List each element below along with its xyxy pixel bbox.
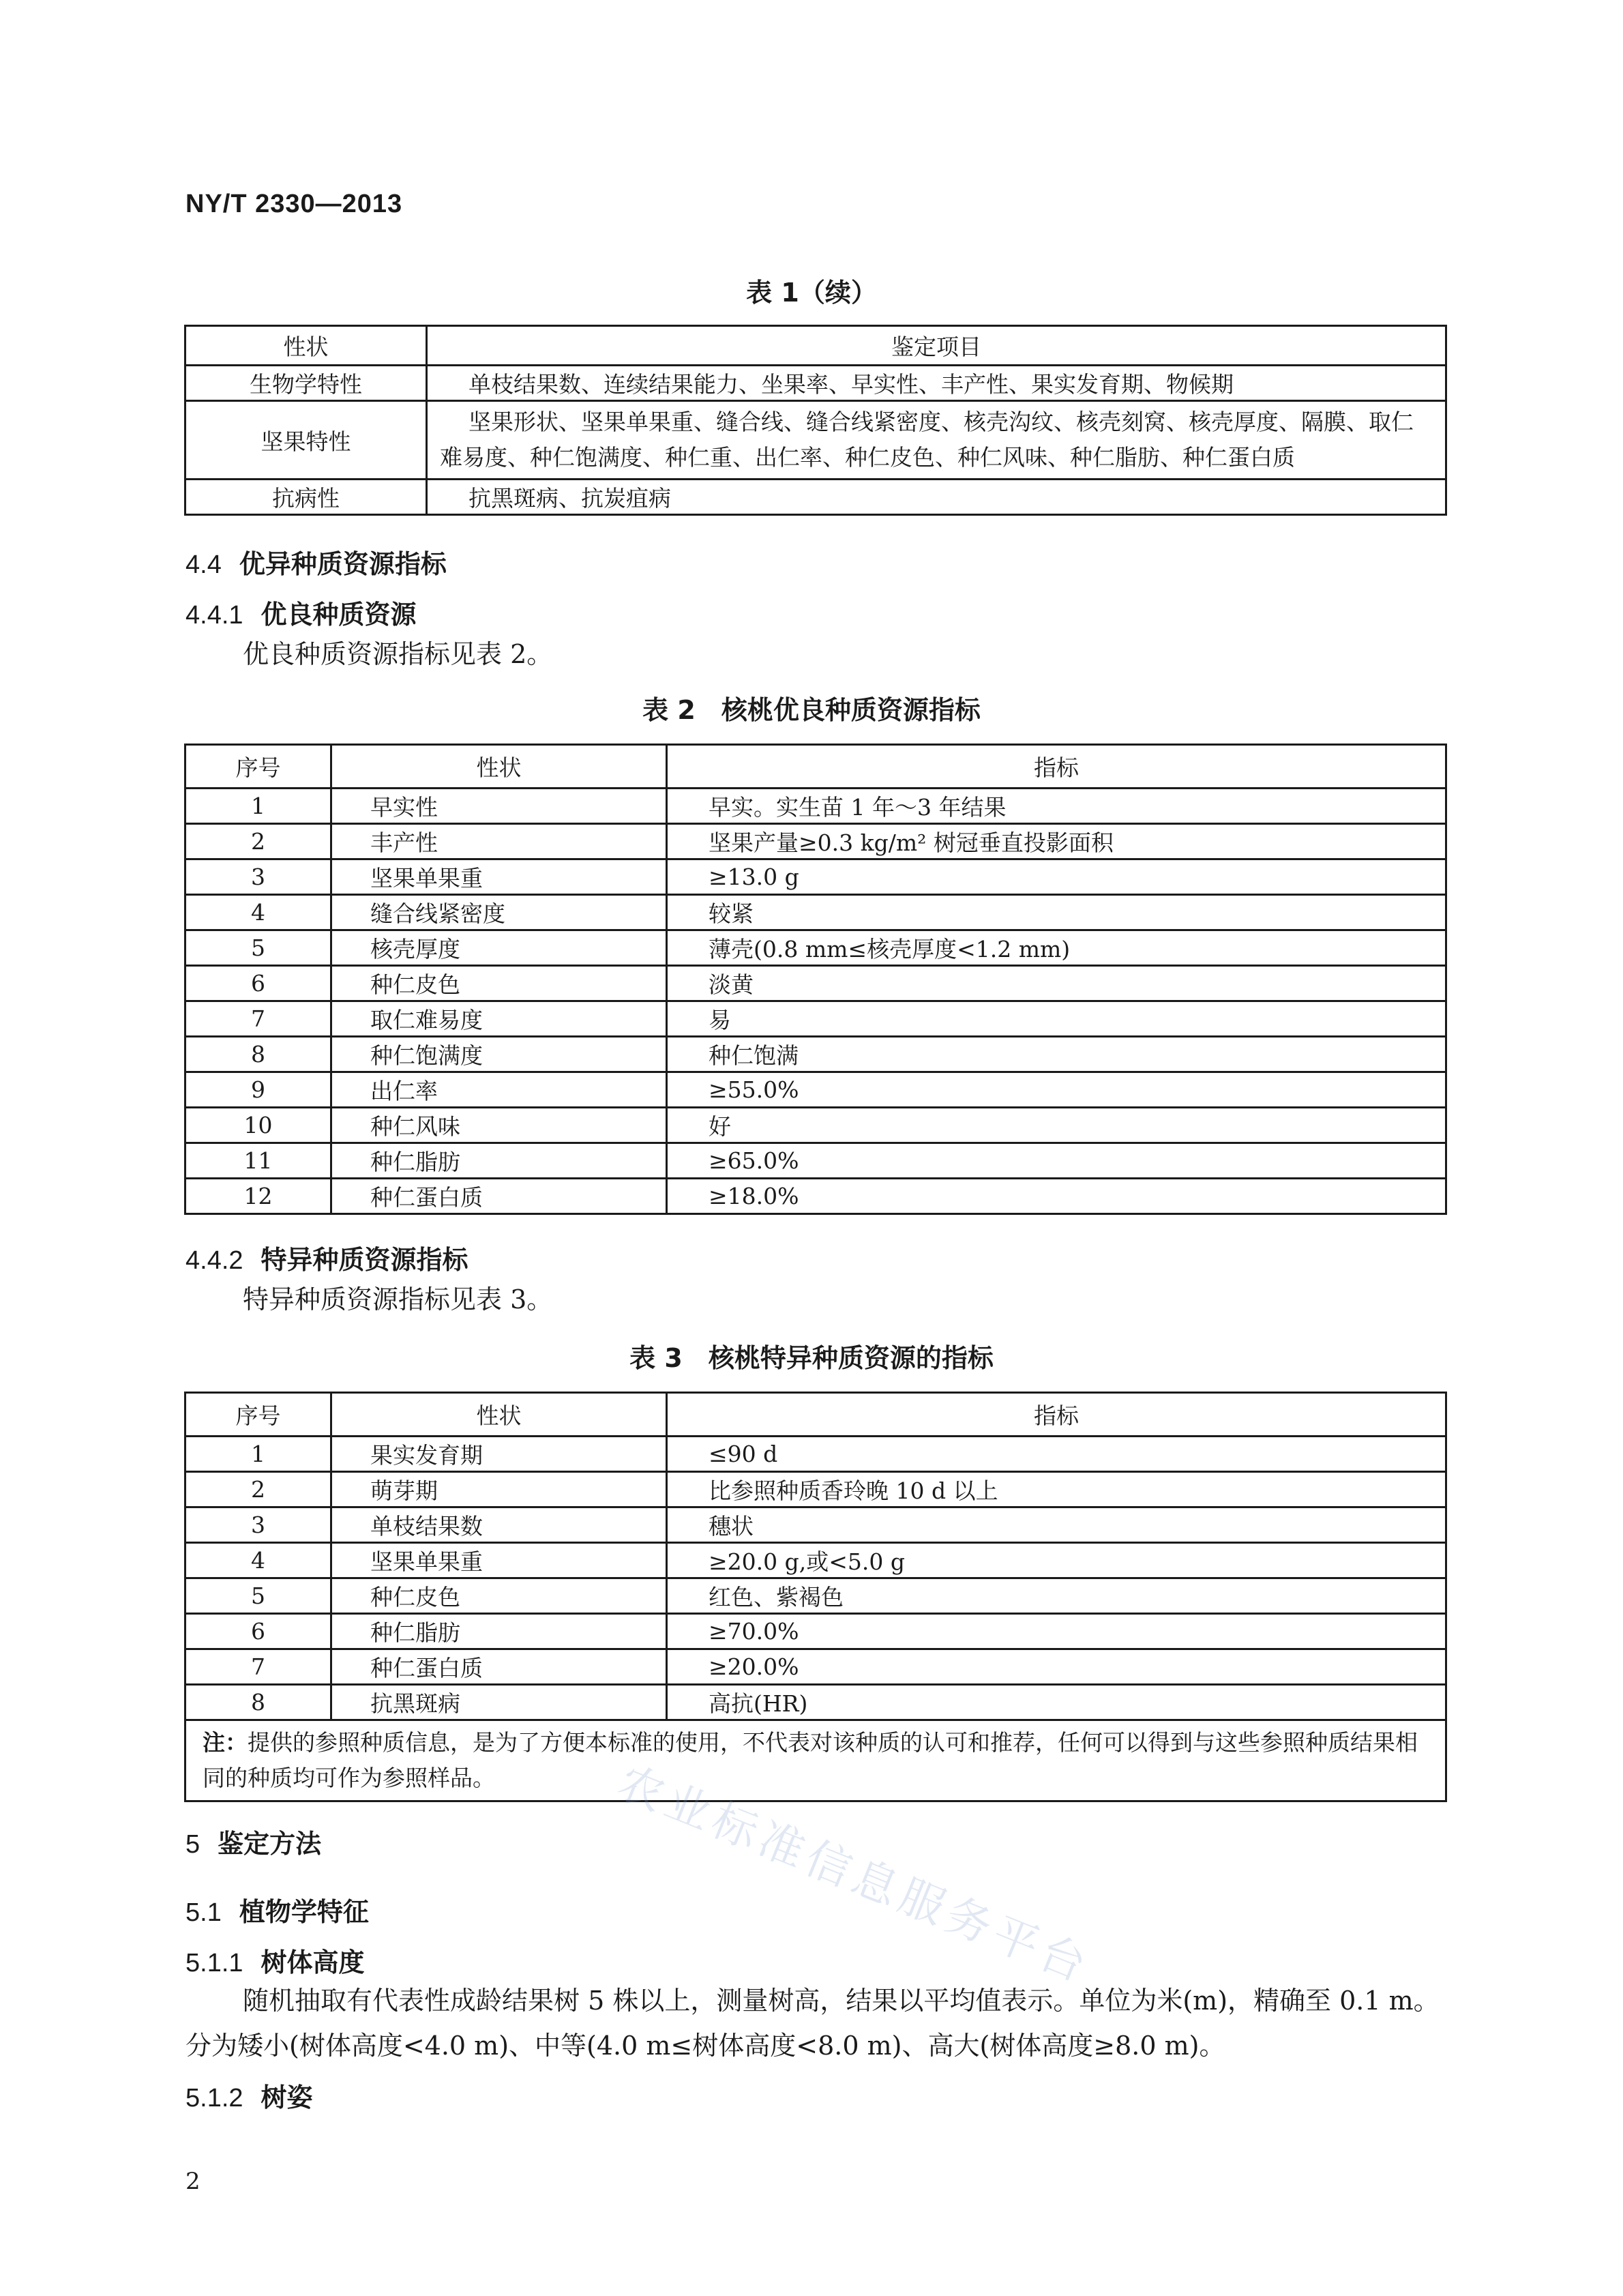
section-number: 4.4.2 bbox=[185, 1246, 243, 1275]
section-title: 树姿 bbox=[260, 2082, 313, 2113]
section-heading bbox=[185, 1239, 468, 1276]
table-row bbox=[185, 480, 1446, 515]
row-number: 1 bbox=[185, 1437, 331, 1472]
page-number: 2 bbox=[185, 2168, 200, 2195]
column-header: 序号 bbox=[185, 745, 331, 789]
section-title: 优良种质资源 bbox=[260, 600, 417, 630]
index-cell: 种仁饱满 bbox=[667, 1037, 1446, 1072]
row-number: 6 bbox=[185, 1614, 331, 1649]
section-title: 植物学特征 bbox=[239, 1897, 369, 1927]
trait-cell: 种仁蛋白质 bbox=[331, 1179, 667, 1214]
row-number: 3 bbox=[185, 1507, 331, 1543]
trait-cell: 抗病性 bbox=[185, 480, 427, 515]
trait-cell: 种仁皮色 bbox=[331, 966, 667, 1001]
index-cell: 比参照种质香玲晚 10 d 以上 bbox=[667, 1472, 1446, 1507]
trait-cell: 生物学特性 bbox=[185, 366, 427, 401]
trait-cell: 种仁皮色 bbox=[331, 1578, 667, 1614]
items-cell: 单枝结果数、连续结果能力、坐果率、早实性、丰产性、果实发育期、物候期 bbox=[427, 366, 1446, 401]
items-cell: 坚果形状、坚果单果重、缝合线、缝合线紧密度、核壳沟纹、核壳刻窝、核壳厚度、隔膜、取仁难易度、种仁饱满度、种仁重、出仁率、种仁皮色、种仁风味、种仁脂肪、种仁蛋白质 bbox=[427, 401, 1446, 480]
section-number: 5.1.1 bbox=[185, 1949, 243, 1977]
table-header-row bbox=[185, 745, 1446, 789]
trait-cell: 坚果单果重 bbox=[331, 859, 667, 895]
watermark: 农业标准信息服务平台 bbox=[610, 1755, 1099, 1994]
table1-caption: 表 1（续） bbox=[746, 278, 877, 308]
items-cell: 抗黑斑病、抗炭疽病 bbox=[427, 480, 1446, 515]
index-cell: 高抗(HR) bbox=[667, 1685, 1446, 1720]
trait-cell: 缝合线紧密度 bbox=[331, 895, 667, 930]
table-row bbox=[185, 1143, 1446, 1179]
column-header: 性状 bbox=[331, 745, 667, 789]
row-number: 1 bbox=[185, 789, 331, 824]
row-number: 2 bbox=[185, 824, 331, 859]
table-row bbox=[185, 1001, 1446, 1037]
row-number: 3 bbox=[185, 859, 331, 895]
section-number: 5.1.2 bbox=[185, 2084, 243, 2113]
trait-cell: 单枝结果数 bbox=[331, 1507, 667, 1543]
index-cell: 淡黄 bbox=[667, 966, 1446, 1001]
table-row bbox=[185, 1685, 1446, 1720]
column-header: 性状 bbox=[331, 1393, 667, 1437]
table-header-row bbox=[185, 1393, 1446, 1437]
trait-cell: 萌芽期 bbox=[331, 1472, 667, 1507]
row-number: 8 bbox=[185, 1037, 331, 1072]
index-cell: ≥70.0% bbox=[667, 1614, 1446, 1649]
row-number: 5 bbox=[185, 1578, 331, 1614]
trait-cell: 抗黑斑病 bbox=[331, 1685, 667, 1720]
section-heading bbox=[185, 593, 417, 631]
table-row bbox=[185, 1437, 1446, 1472]
table-row bbox=[185, 859, 1446, 895]
table-row bbox=[185, 895, 1446, 930]
section-number: 5.1 bbox=[185, 1898, 222, 1927]
column-header: 鉴定项目 bbox=[427, 326, 1446, 366]
table-row bbox=[185, 1037, 1446, 1072]
table-row bbox=[185, 789, 1446, 824]
index-cell: ≥20.0% bbox=[667, 1649, 1446, 1685]
row-number: 4 bbox=[185, 895, 331, 930]
index-cell: ≥65.0% bbox=[667, 1143, 1446, 1179]
table-row bbox=[185, 1578, 1446, 1614]
index-cell: ≥18.0% bbox=[667, 1179, 1446, 1214]
note-label: 注： bbox=[203, 1729, 248, 1756]
section-number: 5 bbox=[185, 1830, 200, 1859]
trait-cell: 丰产性 bbox=[331, 824, 667, 859]
column-header: 指标 bbox=[667, 1393, 1446, 1437]
trait-cell: 种仁脂肪 bbox=[331, 1614, 667, 1649]
trait-cell: 坚果特性 bbox=[185, 401, 427, 480]
row-number: 6 bbox=[185, 966, 331, 1001]
table-row bbox=[185, 1179, 1446, 1214]
row-number: 12 bbox=[185, 1179, 331, 1214]
standard-code: NY/T 2330—2013 bbox=[185, 190, 403, 218]
trait-cell: 出仁率 bbox=[331, 1072, 667, 1108]
index-cell: 薄壳(0.8 mm≤核壳厚度<1.2 mm) bbox=[667, 930, 1446, 966]
table-row bbox=[185, 401, 1446, 480]
index-cell: 红色、紫褐色 bbox=[667, 1578, 1446, 1614]
table-row bbox=[185, 1472, 1446, 1507]
column-header: 性状 bbox=[185, 326, 427, 366]
paragraph: 优良种质资源指标见表 2。 bbox=[243, 639, 553, 669]
trait-cell: 核壳厚度 bbox=[331, 930, 667, 966]
trait-cell: 果实发育期 bbox=[331, 1437, 667, 1472]
table-row bbox=[185, 1507, 1446, 1543]
paragraph: 特异种质资源指标见表 3。 bbox=[243, 1284, 553, 1314]
section-title: 优异种质资源指标 bbox=[239, 549, 447, 579]
note-text: 提供的参照种质信息，是为了方便本标准的使用，不代表对该种质的认可和推荐，任何可以得到与这些参照种质结果相同的种质均可作为参照样品。 bbox=[203, 1729, 1418, 1791]
table-row bbox=[185, 1108, 1446, 1143]
section-heading bbox=[185, 1823, 321, 1860]
table2-caption: 表 2 核桃优良种质资源指标 bbox=[642, 695, 981, 725]
column-header: 序号 bbox=[185, 1393, 331, 1437]
table-row bbox=[185, 1072, 1446, 1108]
row-number: 7 bbox=[185, 1001, 331, 1037]
table-row bbox=[185, 930, 1446, 966]
column-header: 指标 bbox=[667, 745, 1446, 789]
section-heading bbox=[185, 1891, 369, 1928]
index-cell: 坚果产量≥0.3 kg/m² 树冠垂直投影面积 bbox=[667, 824, 1446, 859]
section-heading bbox=[185, 543, 447, 580]
row-number: 7 bbox=[185, 1649, 331, 1685]
index-cell: 较紧 bbox=[667, 895, 1446, 930]
section-number: 4.4 bbox=[185, 550, 222, 579]
section-number: 4.4.1 bbox=[185, 601, 243, 630]
index-cell: ≤90 d bbox=[667, 1437, 1446, 1472]
table-row bbox=[185, 1543, 1446, 1578]
index-cell: 穗状 bbox=[667, 1507, 1446, 1543]
section-heading bbox=[185, 2076, 313, 2114]
trait-cell: 种仁风味 bbox=[331, 1108, 667, 1143]
paragraph: 随机抽取有代表性成龄结果树 5 株以上，测量树高，结果以平均值表示。单位为米(m)，精确至 0.1 m。分为矮小(树体高度<4.0 m)、中等(4.0 m≤树体高度<8.0 m)、高大(树体高度≥8.0 m)。 bbox=[185, 1986, 1440, 2061]
row-number: 4 bbox=[185, 1543, 331, 1578]
index-cell: 好 bbox=[667, 1108, 1446, 1143]
row-number: 9 bbox=[185, 1072, 331, 1108]
section-heading bbox=[185, 1941, 365, 1979]
table-note-row bbox=[185, 1720, 1446, 1801]
table-header-row bbox=[185, 326, 1446, 366]
table3 bbox=[184, 1392, 1447, 1802]
table-row bbox=[185, 966, 1446, 1001]
row-number: 5 bbox=[185, 930, 331, 966]
section-title: 树体高度 bbox=[260, 1947, 365, 1977]
trait-cell: 早实性 bbox=[331, 789, 667, 824]
table-row bbox=[185, 1649, 1446, 1685]
row-number: 8 bbox=[185, 1685, 331, 1720]
trait-cell: 坚果单果重 bbox=[331, 1543, 667, 1578]
table-row bbox=[185, 824, 1446, 859]
table2 bbox=[184, 744, 1447, 1215]
trait-cell: 种仁蛋白质 bbox=[331, 1649, 667, 1685]
index-cell: ≥20.0 g,或<5.0 g bbox=[667, 1543, 1446, 1578]
trait-cell: 种仁脂肪 bbox=[331, 1143, 667, 1179]
row-number: 2 bbox=[185, 1472, 331, 1507]
trait-cell: 取仁难易度 bbox=[331, 1001, 667, 1037]
table3-caption: 表 3 核桃特异种质资源的指标 bbox=[629, 1343, 994, 1373]
table-note bbox=[185, 1720, 1446, 1801]
index-cell: 早实。实生苗 1 年～3 年结果 bbox=[667, 789, 1446, 824]
index-cell: ≥55.0% bbox=[667, 1072, 1446, 1108]
row-number: 11 bbox=[185, 1143, 331, 1179]
section-title: 特异种质资源指标 bbox=[260, 1245, 468, 1275]
trait-cell: 种仁饱满度 bbox=[331, 1037, 667, 1072]
index-cell: ≥13.0 g bbox=[667, 859, 1446, 895]
table-row bbox=[185, 366, 1446, 401]
index-cell: 易 bbox=[667, 1001, 1446, 1037]
section-title: 鉴定方法 bbox=[218, 1829, 322, 1859]
table1 bbox=[184, 325, 1447, 516]
table-row bbox=[185, 1614, 1446, 1649]
row-number: 10 bbox=[185, 1108, 331, 1143]
